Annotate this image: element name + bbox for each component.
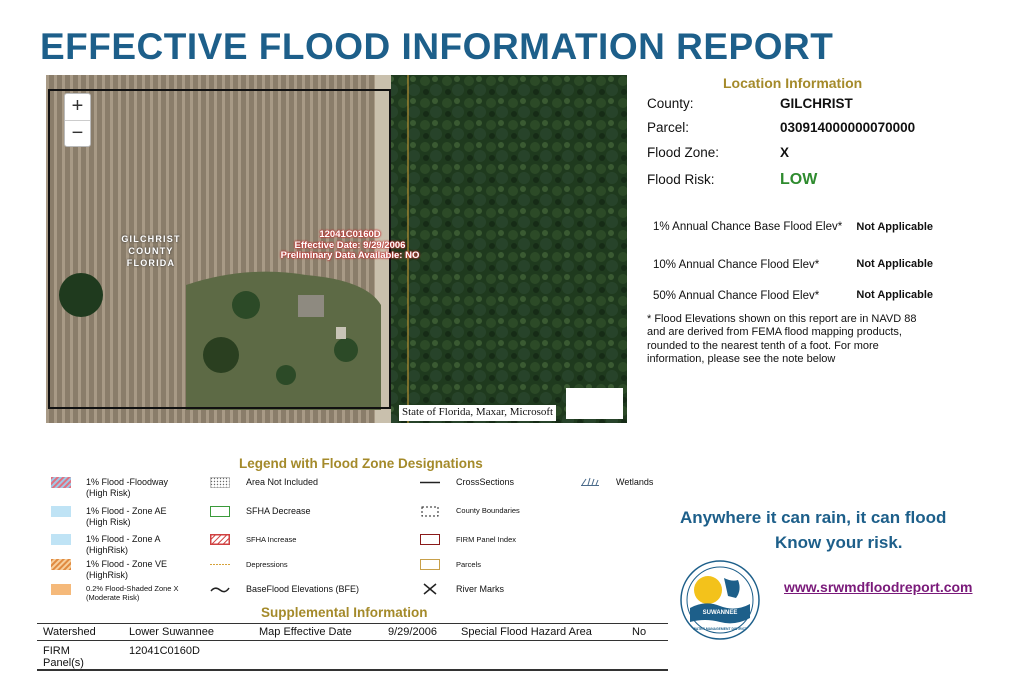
sfha-value: No	[632, 626, 647, 638]
parcel-value: 030914000000070000	[780, 120, 916, 135]
legend-text: (HighRisk)	[86, 545, 129, 555]
legend-text: (Moderate Risk)	[86, 593, 140, 602]
panel-label-line: Effective Date: 9/29/2006	[294, 239, 406, 251]
sfha-decrease-swatch-icon	[210, 506, 230, 517]
cross-section-line-icon	[420, 477, 440, 488]
legend-bfe-label: BaseFlood Elevations (BFE)	[246, 584, 360, 594]
tagline-line2: Know your risk.	[775, 533, 903, 552]
elev-50pct-value: Not Applicable	[856, 289, 933, 301]
legend-wetlands-label: Wetlands	[616, 477, 654, 487]
srwmd-logo	[680, 560, 760, 640]
sfha-increase-swatch-icon	[210, 534, 230, 545]
river-mark-x-icon	[422, 583, 438, 595]
legend-text: 0.2% Flood-Shaded Zone X	[86, 584, 179, 593]
zoom-control	[64, 93, 91, 147]
supplemental-mid-rule	[37, 640, 668, 641]
firm-label-line: Panel(s)	[43, 657, 84, 669]
map-attribution: State of Florida, Maxar, Microsoft	[399, 405, 556, 421]
legend-floodway-label	[86, 477, 168, 499]
supplemental-top-rule	[37, 623, 668, 624]
map-blank-box	[566, 388, 623, 419]
firm-label-line: FIRM	[43, 645, 70, 657]
legend-shaded-zone-x-label	[86, 584, 179, 602]
elev-10pct-label: 10% Annual Chance Flood Elev*	[653, 259, 820, 271]
depressions-icon	[210, 559, 230, 570]
elev-1pct-value: Not Applicable	[856, 221, 933, 233]
tagline-line1: Anywhere it can rain, it can flood	[680, 508, 947, 527]
county-label: County:	[647, 96, 694, 111]
shaded-zone-x-swatch-icon	[51, 584, 71, 595]
firm-panels-value: 12041C0160D	[129, 645, 200, 657]
watershed-value: Lower Suwannee	[129, 626, 215, 638]
county-boundary-icon	[420, 506, 440, 517]
parcels-swatch-icon	[420, 559, 440, 570]
legend-title: Legend with Flood Zone Designations	[239, 456, 483, 471]
legend-river-marks-label: River Marks	[456, 584, 505, 594]
legend-text: 1% Flood - Zone AE	[86, 506, 167, 516]
bfe-wave-icon	[210, 584, 230, 595]
map-effective-date-value: 9/29/2006	[388, 626, 437, 638]
legend-zone-ve-label	[86, 559, 167, 581]
report-title: EFFECTIVE FLOOD INFORMATION REPORT	[40, 26, 834, 67]
legend-text: (High Risk)	[86, 488, 131, 498]
website-link[interactable]: www.srwmdfloodreport.com	[784, 579, 973, 595]
legend-text: (High Risk)	[86, 517, 131, 527]
supplemental-title: Supplemental Information	[261, 605, 428, 620]
flood-risk-value: LOW	[780, 171, 818, 188]
floodway-swatch-icon	[51, 477, 71, 488]
legend-zone-ae-label	[86, 506, 167, 528]
legend-area-not-included-label: Area Not Included	[246, 477, 319, 487]
county-label-line: GILCHRIST	[121, 234, 181, 244]
legend-sfha-increase-label: SFHA Increase	[246, 535, 297, 544]
zone-ve-swatch-icon	[51, 559, 71, 570]
elevation-note: * Flood Elevations shown on this report are in NAVD 88 and are derived from FEMA flood mapping products, rounded to the nearest tenth of a foot. For more information, please see the note below	[647, 313, 917, 365]
area-not-included-swatch-icon	[210, 477, 230, 488]
county-map-label	[112, 233, 190, 269]
county-label-line: COUNTY	[128, 246, 174, 256]
firm-panel-map-label	[240, 230, 460, 262]
zoom-in-button[interactable]: +	[71, 95, 84, 117]
legend-zone-a-label	[86, 534, 161, 556]
zone-ae-swatch-icon	[51, 506, 71, 517]
legend-parcels-label: Parcels	[456, 560, 482, 569]
sfha-label: Special Flood Hazard Area	[461, 626, 592, 638]
zone-a-swatch-icon	[51, 534, 71, 545]
elev-50pct-label: 50% Annual Chance Flood Elev*	[653, 290, 820, 302]
logo-text-bottom: WATER MANAGEMENT DISTRICT	[692, 627, 748, 631]
firm-panel-swatch-icon	[420, 534, 440, 545]
legend-text: 1% Flood -Floodway	[86, 477, 169, 487]
legend-text: 1% Flood - Zone VE	[86, 559, 168, 569]
watershed-label: Watershed	[43, 626, 96, 638]
location-info-header: Location Information	[723, 75, 863, 91]
elev-10pct-value: Not Applicable	[856, 258, 933, 270]
panel-label-line: 12041C0160D	[319, 229, 381, 240]
legend-sfha-decrease-label: SFHA Decrease	[246, 506, 311, 516]
panel-label-line: Preliminary Data Available: NO	[280, 250, 420, 261]
legend-text: 1% Flood - Zone A	[86, 534, 161, 544]
legend-cross-sections-label: CrossSections	[456, 477, 515, 487]
legend-firm-panel-label: FIRM Panel Index	[456, 535, 517, 544]
flood-risk-label: Flood Risk:	[647, 172, 715, 187]
zoom-out-button[interactable]: −	[65, 120, 90, 146]
county-value: GILCHRIST	[780, 96, 853, 111]
county-label-line: FLORIDA	[126, 258, 176, 268]
supplemental-bottom-rule	[37, 669, 668, 671]
parcel-label: Parcel:	[647, 120, 690, 135]
flood-zone-label: Flood Zone:	[647, 145, 720, 160]
elev-1pct-label: 1% Annual Chance Base Flood Elev*	[653, 221, 843, 233]
map-effective-date-label: Map Effective Date	[259, 626, 352, 638]
logo-text-mid: RIVER	[724, 601, 744, 607]
legend-depressions-label: Depressions	[246, 560, 288, 569]
logo-text-top: SUWANNEE	[702, 610, 738, 616]
firm-panels-label	[43, 645, 84, 669]
flood-zone-value: X	[780, 145, 790, 160]
wetlands-icon	[580, 476, 600, 488]
legend-county-boundaries-label: County Boundaries	[456, 506, 520, 515]
legend-text: (HighRisk)	[86, 570, 129, 580]
